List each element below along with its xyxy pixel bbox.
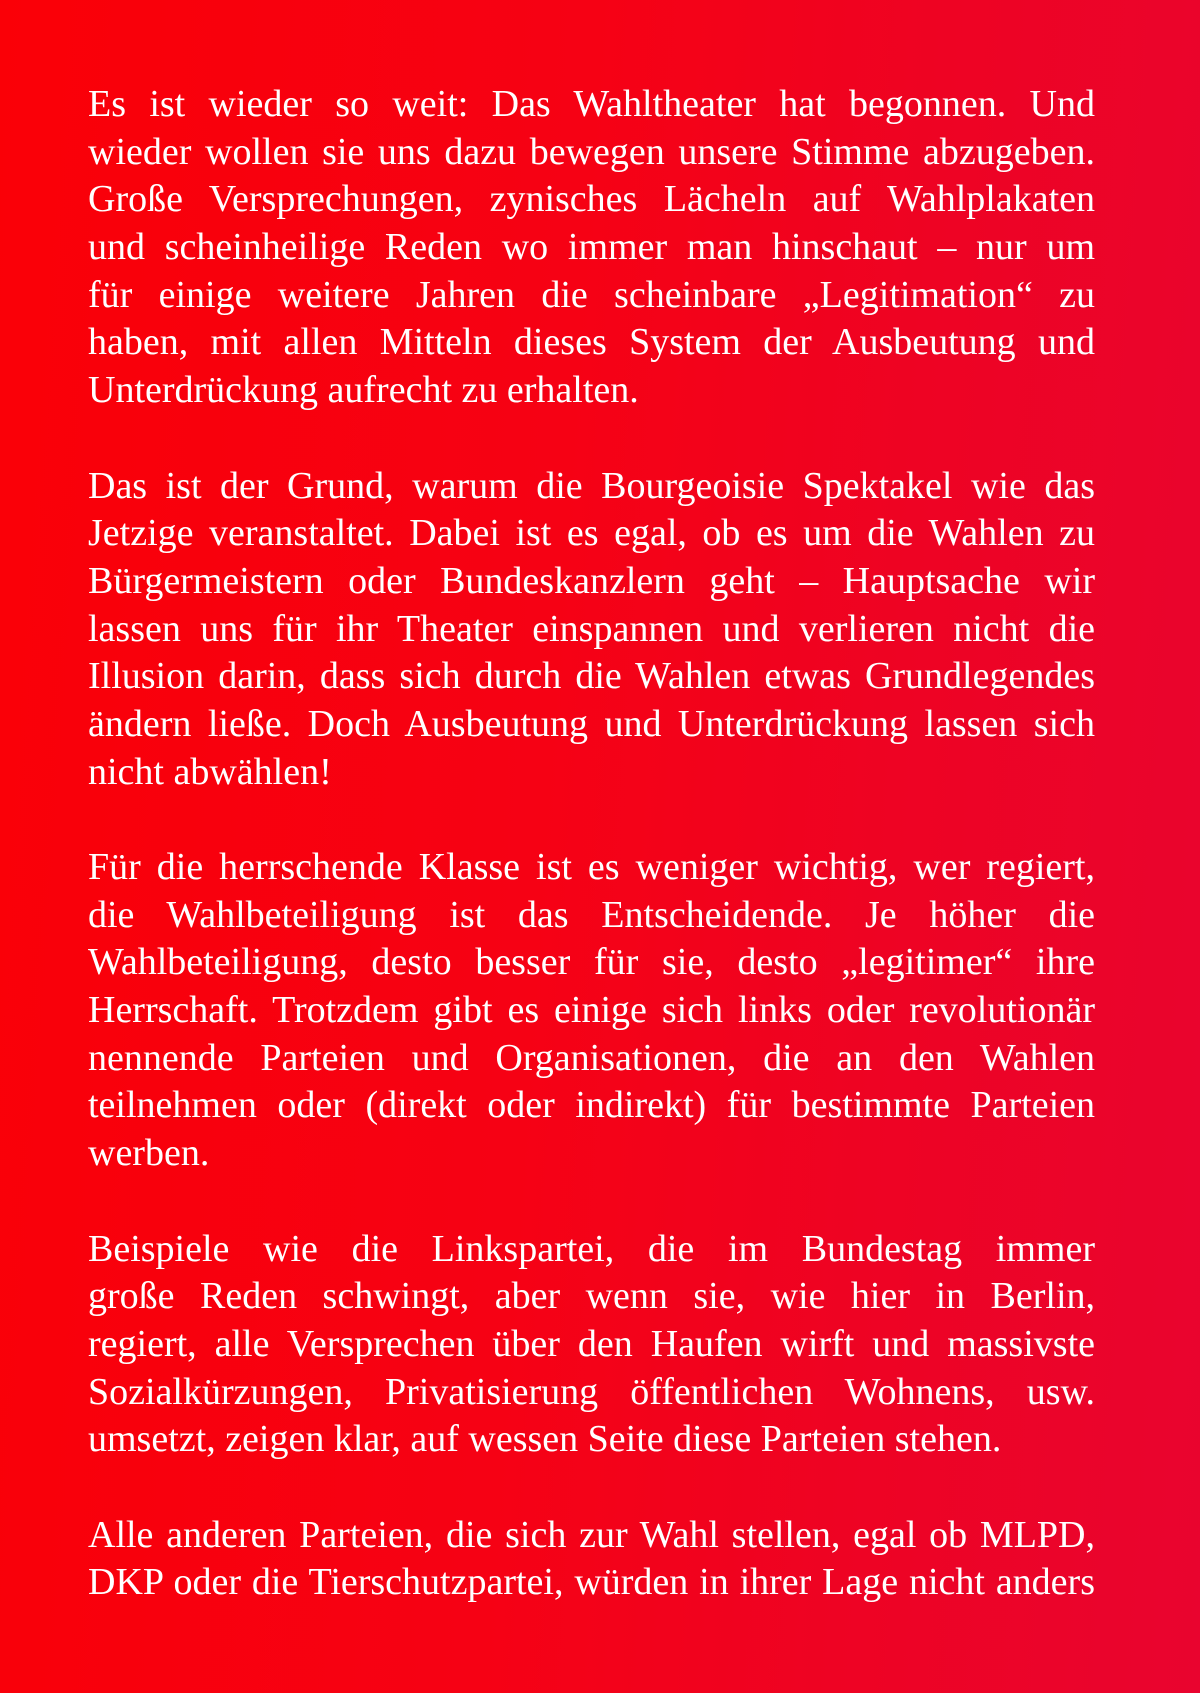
- text-line: die Wahlbeteiligung ist das Entscheidende. Je höher die: [88, 893, 1095, 936]
- text-line: für einige weitere Jahren die scheinbare „Legitimation“ zu: [88, 273, 1095, 316]
- paragraph: [88, 1226, 1095, 1464]
- text-line: Große Versprechungen, zynisches Lächeln auf Wahlplakaten: [88, 178, 1095, 221]
- paragraph: [88, 844, 1095, 1178]
- text-line: regiert, alle Versprechen über den Haufen wirft und massivste: [88, 1322, 1095, 1365]
- text-line: lassen uns für ihr Theater einspannen und verlieren nicht die: [88, 607, 1095, 650]
- text-line: Unterdrückung aufrecht zu erhalten.: [88, 369, 639, 412]
- text-line: haben, mit allen Mitteln dieses System der Ausbeutung und: [88, 321, 1095, 364]
- text-line: und scheinheilige Reden wo immer man hinschaut – nur um: [88, 226, 1095, 269]
- text-line: nicht abwählen!: [88, 750, 332, 793]
- paragraph: [88, 81, 1095, 415]
- text-line: DKP oder die Tierschutzpartei, würden in ihrer Lage nicht anders: [88, 1561, 1095, 1604]
- text-line: wieder wollen sie uns dazu bewegen unsere Stimme abzugeben.: [88, 130, 1095, 173]
- text-line: Sozialkürzungen, Privatisierung öffentlichen Wohnens, usw.: [88, 1370, 1095, 1413]
- text-line: Jetzige veranstaltet. Dabei ist es egal, ob es um die Wahlen zu: [88, 512, 1095, 555]
- text-line: umsetzt, zeigen klar, auf wessen Seite diese Parteien stehen.: [88, 1418, 1002, 1461]
- text-line: Wahlbeteiligung, desto besser für sie, desto „legitimer“ ihre: [88, 941, 1095, 984]
- text-line: ändern ließe. Doch Ausbeutung und Unterdrückung lassen sich: [88, 702, 1095, 745]
- text-line: Bürgermeistern oder Bundeskanzlern geht – Hauptsache wir: [88, 559, 1095, 602]
- text-line: große Reden schwingt, aber wenn sie, wie hier in Berlin,: [88, 1275, 1095, 1318]
- text-line: Beispiele wie die Linkspartei, die im Bundestag immer: [88, 1227, 1095, 1270]
- text-column: [88, 81, 1095, 1607]
- text-line: nennende Parteien und Organisationen, die an den Wahlen: [88, 1036, 1095, 1079]
- text-line: Alle anderen Parteien, die sich zur Wahl stellen, egal ob MLPD,: [88, 1513, 1095, 1556]
- text-line: Für die herrschende Klasse ist es weniger wichtig, wer regiert,: [88, 846, 1095, 888]
- paragraph: [88, 1512, 1095, 1607]
- text-line: Das ist der Grund, warum die Bourgeoisie Spektakel wie das: [88, 464, 1095, 507]
- text-line: Herrschaft. Trotzdem gibt es einige sich links oder revolutionär: [88, 989, 1095, 1032]
- text-line: Es ist wieder so weit: Das Wahltheater hat begonnen. Und: [88, 83, 1095, 125]
- text-line: Illusion darin, dass sich durch die Wahlen etwas Grundlegendes: [88, 655, 1095, 698]
- text-line: werben.: [88, 1132, 210, 1175]
- paragraph: [88, 463, 1095, 797]
- text-line: teilnehmen oder (direkt oder indirekt) für bestimmte Parteien: [88, 1084, 1095, 1127]
